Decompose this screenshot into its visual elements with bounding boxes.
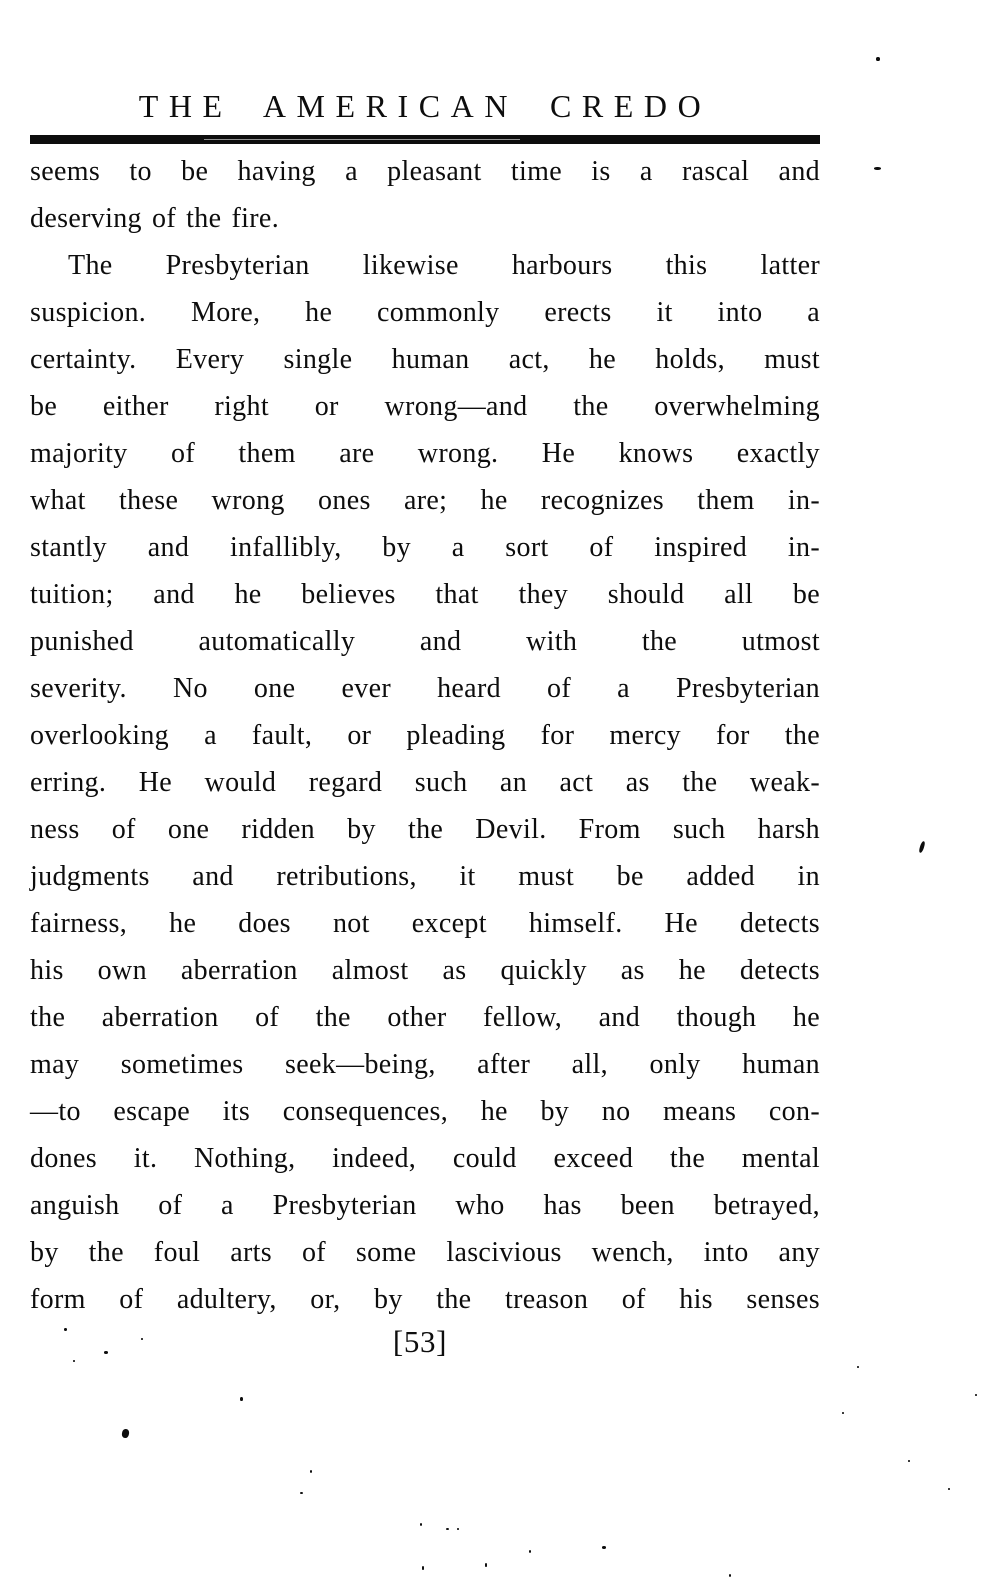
text-line: be either right or wrong—and the overwhelming — [30, 391, 820, 422]
scan-speck — [73, 1360, 75, 1362]
text-line: —to escape its consequences, he by no means con- — [30, 1096, 820, 1127]
text-line: suspicion. More, he commonly erects it into a — [30, 297, 820, 328]
scan-speck — [602, 1546, 606, 1549]
text-line: dones it. Nothing, indeed, could exceed the mental — [30, 1143, 820, 1174]
scan-speck — [529, 1550, 531, 1553]
scan-speck — [457, 1528, 459, 1530]
scan-speck — [240, 1397, 243, 1401]
text-line: overlooking a fault, or pleading for mercy for the — [30, 720, 820, 751]
scan-speck — [842, 1412, 844, 1414]
header-rule — [30, 135, 820, 144]
text-line: stantly and infallibly, by a sort of inspired in- — [30, 532, 820, 563]
scan-speck — [446, 1528, 449, 1530]
text-line: may sometimes seek—being, after all, only human — [30, 1049, 820, 1080]
text-line: severity. No one ever heard of a Presbyterian — [30, 673, 820, 704]
text-line: The Presbyterian likewise harbours this latter — [68, 250, 820, 281]
scan-speck — [485, 1563, 487, 1567]
text-line: tuition; and he believes that they should all be — [30, 579, 820, 610]
text-line: fairness, he does not except himself. He detects — [30, 908, 820, 939]
text-line: deserving of the fire. — [30, 203, 280, 234]
scan-speck — [975, 1394, 977, 1396]
scan-speck — [729, 1574, 731, 1577]
scan-speck — [420, 1523, 422, 1526]
scan-speck — [310, 1470, 312, 1473]
text-line: certainty. Every single human act, he holds, must — [30, 344, 820, 375]
scan-speck — [918, 841, 926, 854]
scan-speck — [908, 1460, 910, 1462]
text-line: erring. He would regard such an act as the weak- — [30, 767, 820, 798]
text-line: the aberration of the other fellow, and though he — [30, 1002, 820, 1033]
text-line: what these wrong ones are; he recognizes them in- — [30, 485, 820, 516]
body-text — [30, 148, 820, 1323]
text-line: ness of one ridden by the Devil. From such harsh — [30, 814, 820, 845]
text-line: form of adultery, or, by the treason of his senses — [30, 1284, 820, 1315]
page-number: [53] — [392, 1324, 448, 1359]
text-line: judgments and retributions, it must be added in — [30, 861, 820, 892]
text-line: his own aberration almost as quickly as he detects — [30, 955, 820, 986]
text-line: majority of them are wrong. He knows exactly — [30, 438, 820, 469]
running-header-title: THE AMERICAN CREDO — [138, 88, 712, 124]
scan-speck — [300, 1492, 303, 1494]
scan-speck — [948, 1488, 950, 1490]
text-line: seems to be having a pleasant time is a rascal and — [30, 156, 820, 187]
scan-speck — [64, 1328, 67, 1331]
text-line: punished automatically and with the utmost — [30, 626, 820, 657]
scan-speck — [104, 1351, 108, 1354]
text-line: anguish of a Presbyterian who has been betrayed, — [30, 1190, 820, 1221]
scan-speck — [141, 1338, 143, 1340]
scan-speck — [874, 167, 881, 170]
scan-speck — [876, 57, 880, 61]
text-line: by the foul arts of some lascivious wench, into any — [30, 1237, 820, 1268]
scan-speck — [422, 1566, 424, 1570]
text-column — [30, 0, 820, 1582]
scan-speck — [857, 1366, 859, 1368]
